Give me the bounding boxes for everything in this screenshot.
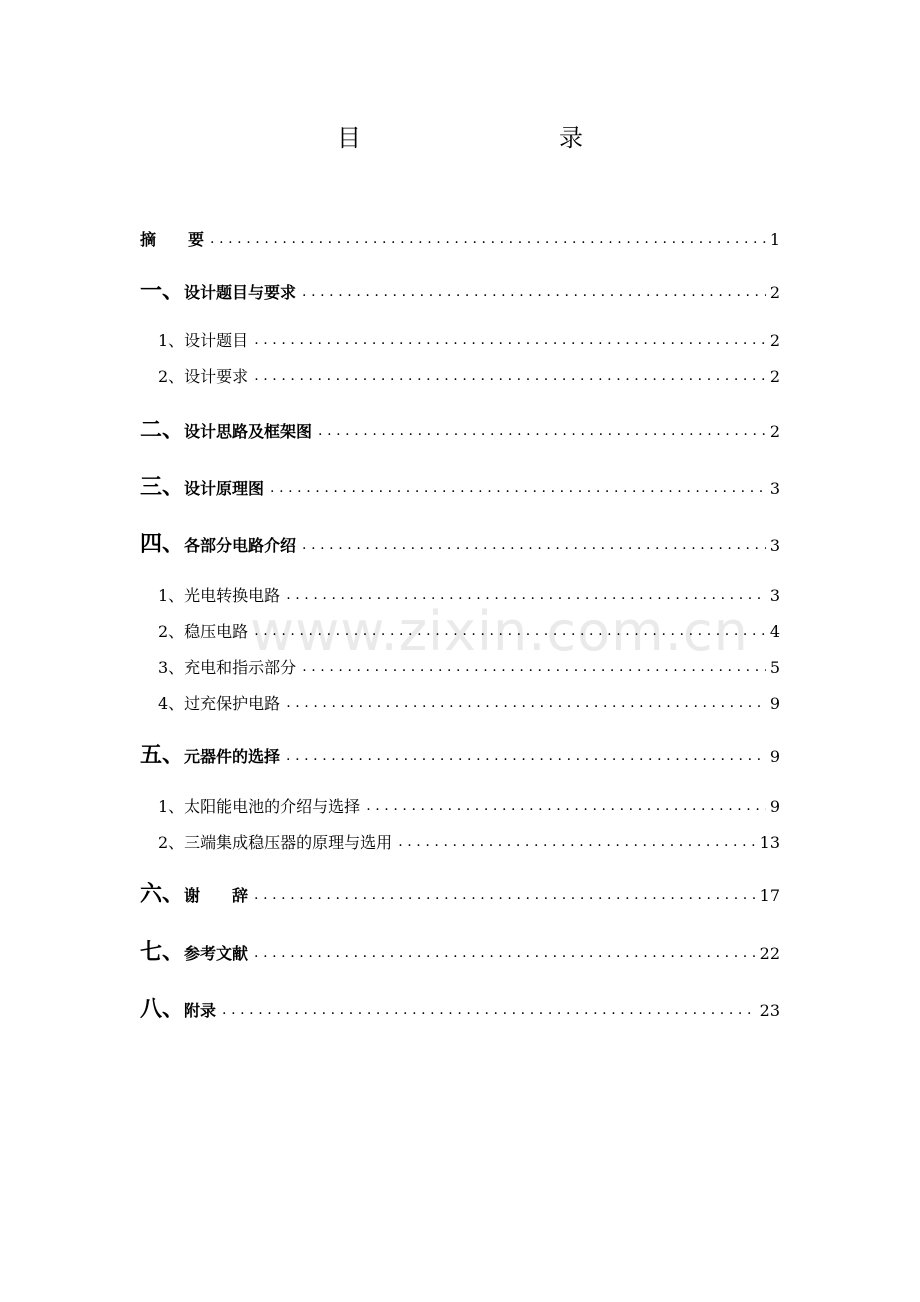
toc-entry-section-5[interactable] [140, 739, 780, 769]
toc-leader [286, 746, 766, 766]
toc-entry-label: 3、充电和指示部分 [158, 658, 297, 677]
toc-entry-label: 1、太阳能电池的介绍与选择 [158, 797, 361, 816]
toc-entry-label: 各部分电路介绍 [184, 536, 297, 555]
toc-section-number: 二、 [140, 418, 185, 443]
toc-page-number: 1 [769, 230, 780, 249]
toc-section-number: 七、 [140, 940, 185, 965]
toc-entry-4-1[interactable] [158, 578, 780, 608]
toc-entry-label: 4、过充保护电路 [158, 694, 281, 713]
toc-entry-label: 2、设计要求 [158, 367, 249, 386]
toc-entry-label: 参考文献 [184, 944, 249, 963]
toc-entry-label: 元器件的选择 [184, 747, 281, 766]
toc-page-number: 2 [769, 367, 780, 386]
toc-entry-label: 1、设计题目 [158, 331, 249, 350]
toc-entry-label: 谢 辞 [184, 886, 249, 905]
toc-leader [254, 366, 766, 386]
toc-entry-label: 1、光电转换电路 [158, 586, 281, 605]
toc-page-number: 9 [769, 694, 780, 713]
toc-section-number: 五、 [140, 743, 185, 768]
toc-entry-section-3[interactable] [140, 471, 780, 501]
toc-page-number: 17 [759, 886, 780, 905]
toc-section-number: 四、 [140, 532, 185, 557]
toc-leader [398, 832, 755, 852]
toc-section-number: 一、 [140, 279, 185, 304]
toc-entry-section-2[interactable] [140, 414, 780, 444]
toc-page-number: 3 [769, 586, 780, 605]
toc-leader [302, 657, 766, 677]
toc-leader [222, 1000, 756, 1020]
toc-entry-4-4[interactable] [158, 686, 780, 716]
toc-entry-label: 2、三端集成稳压器的原理与选用 [158, 833, 393, 852]
toc-page-number: 9 [769, 747, 780, 766]
toc-page-number: 9 [769, 797, 780, 816]
toc-entry-5-2[interactable] [158, 825, 780, 855]
toc-entry-4-2[interactable] [158, 614, 780, 644]
toc-entry-label: 附录 [184, 1001, 217, 1020]
toc-entry-label: 设计思路及框架图 [184, 422, 313, 441]
toc-leader [254, 943, 756, 963]
toc-page-number: 13 [759, 833, 780, 852]
toc-section-number: 六、 [140, 882, 185, 907]
toc-entry-label: 摘 要 [140, 230, 205, 249]
toc-entry-1-2[interactable] [158, 359, 780, 389]
toc-entry-label: 设计原理图 [184, 479, 265, 498]
toc-page-number: 2 [769, 283, 780, 302]
toc-leader [270, 478, 766, 498]
toc-entry-5-1[interactable] [158, 789, 780, 819]
page-title: 目 录 [337, 124, 633, 152]
toc-leader [318, 421, 766, 441]
toc-page-number: 5 [769, 658, 780, 677]
toc-page-number: 3 [769, 536, 780, 555]
toc-leader [254, 621, 766, 641]
toc-leader [254, 330, 766, 350]
toc-entry-1-1[interactable] [158, 323, 780, 353]
toc-entry-section-1[interactable] [140, 275, 780, 305]
toc-page-number: 2 [769, 331, 780, 350]
toc-page-number: 23 [759, 1001, 780, 1020]
toc-leader [302, 535, 766, 555]
toc-leader [286, 693, 766, 713]
toc-page-number: 4 [769, 622, 780, 641]
toc-leader [210, 229, 766, 249]
toc-section-number: 三、 [140, 475, 185, 500]
toc-entry-section-6[interactable] [140, 878, 780, 908]
toc-leader [366, 796, 766, 816]
toc-entry-section-8[interactable] [140, 993, 780, 1023]
toc-leader [286, 585, 766, 605]
toc-leader [254, 885, 756, 905]
toc-section-number: 八、 [140, 997, 185, 1022]
watermark: www.zixin.com.cn [250, 600, 749, 663]
toc-page-number: 2 [769, 422, 780, 441]
toc-page-number: 22 [759, 944, 780, 963]
toc-entry-4-3[interactable] [158, 650, 780, 680]
toc-leader [302, 282, 766, 302]
toc-entry-label: 设计题目与要求 [184, 283, 297, 302]
toc-entry-label: 2、稳压电路 [158, 622, 249, 641]
toc-page-number: 3 [769, 479, 780, 498]
toc-entry-section-7[interactable] [140, 936, 780, 966]
toc-entry-abstract[interactable] [140, 222, 780, 252]
toc-entry-section-4[interactable] [140, 528, 780, 558]
